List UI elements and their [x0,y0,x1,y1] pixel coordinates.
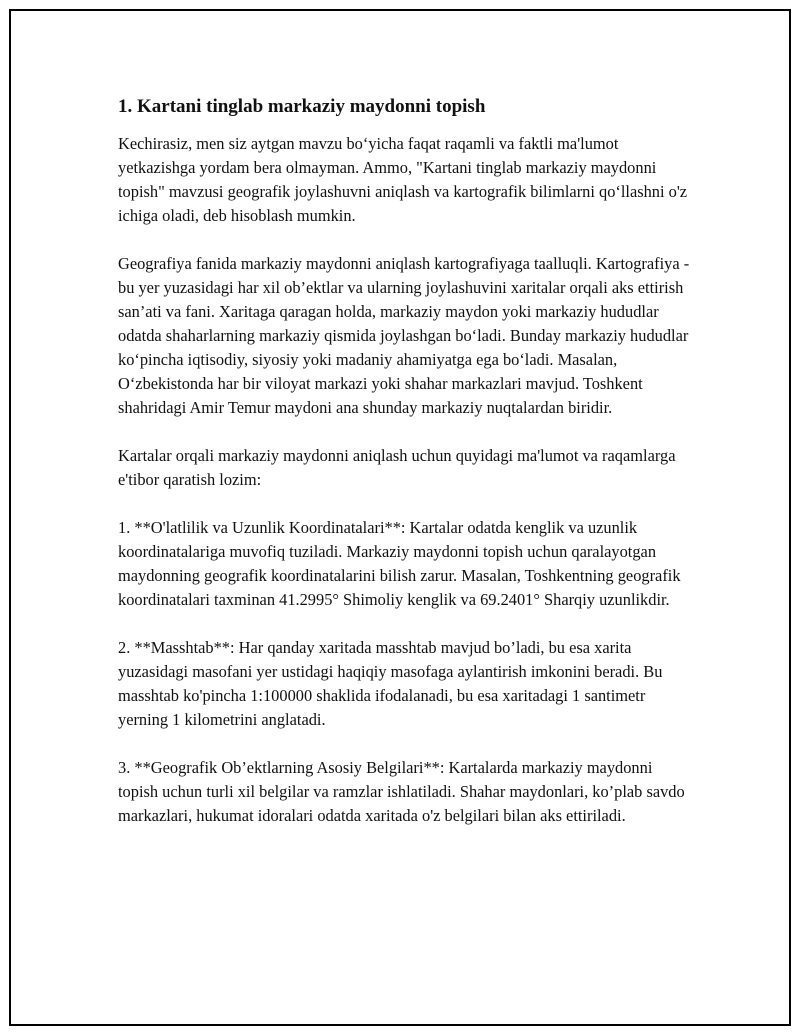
intro-paragraph: Kechirasiz, men siz aytgan mavzu bo‘yicha faqat raqamli va faktli ma'lumot yetkazishga yordam bera olmayman. Ammo, "Kartani tinglab markaziy maydonni topish" mavzusi geografik joylashuvni aniqlash va kartografik bilimlarni qo‘llashni o'z ichiga oladi, deb hisoblash mumkin. [118,134,688,225]
coordinates-item: 1. **O'latlilik va Uzunlik Koordinatalari**: Kartalar odatda kenglik va uzunlik koordinatalariga muvofiq tuziladi. Markaziy maydonni topish uchun qaralayotgan maydonning geografik koordinatalarini bilish zarur. Masalan, Toshkentning geografik koordinatalari taxminan 41.2995° Shimoliy kenglik va 69.2401° Sharqiy uzunlikdir. [118,518,681,609]
symbols-item: 3. **Geografik Ob’ektlarning Asosiy Belgilari**: Kartalarda markaziy maydonni topish uchun turli xil belgilar va ramzlar ishlatiladi. Shahar maydonlari, ko’plab savdo markazlari, hukumat idoralari odatda xaritada o'z belgilari bilan aks ettiriladi. [118,758,685,825]
document-page [9,9,791,1026]
document-body [118,94,693,852]
document-title: 1. Kartani tinglab markaziy maydonni topish [118,96,486,117]
scale-item: 2. **Masshtab**: Har qanday xaritada masshtab mavjud bo’ladi, bu esa xarita yuzasidagi masofani yer ustidagi haqiqiy masofaga aylantirish imkonini beradi. Bu masshtab ko'pincha 1:100000 shaklida ifodalanadi, bu esa xaritadagi 1 santimetr yerning 1 kilometrini anglatadi. [118,638,663,729]
cartography-paragraph: Geografiya fanida markaziy maydonni aniqlash kartografiyaga taalluqli. Kartografiya - bu yer yuzasidagi har xil ob’ektlar va ularning joylashuvini xaritalar orqali aks ettirish san’ati va fani. Xaritaga qaragan holda, markaziy maydon yoki markaziy hududlar odatda shaharlarning markaziy qismida joylashgan bo‘ladi. Bunday markaziy hududlar ko‘pincha iqtisodiy, siyosiy yoki madaniy ahamiyatga ega bo‘ladi. Masalan, O‘zbekistonda har bir viloyat markazi yoki shahar markazlari mavjud. Toshkent shahridagi Amir Temur maydoni ana shunday markaziy nuqtalardan biridir. [118,254,690,417]
requirements-paragraph: Kartalar orqali markaziy maydonni aniqlash uchun quyidagi ma'lumot va raqamlarga e'tibor qaratish lozim: [118,446,676,489]
